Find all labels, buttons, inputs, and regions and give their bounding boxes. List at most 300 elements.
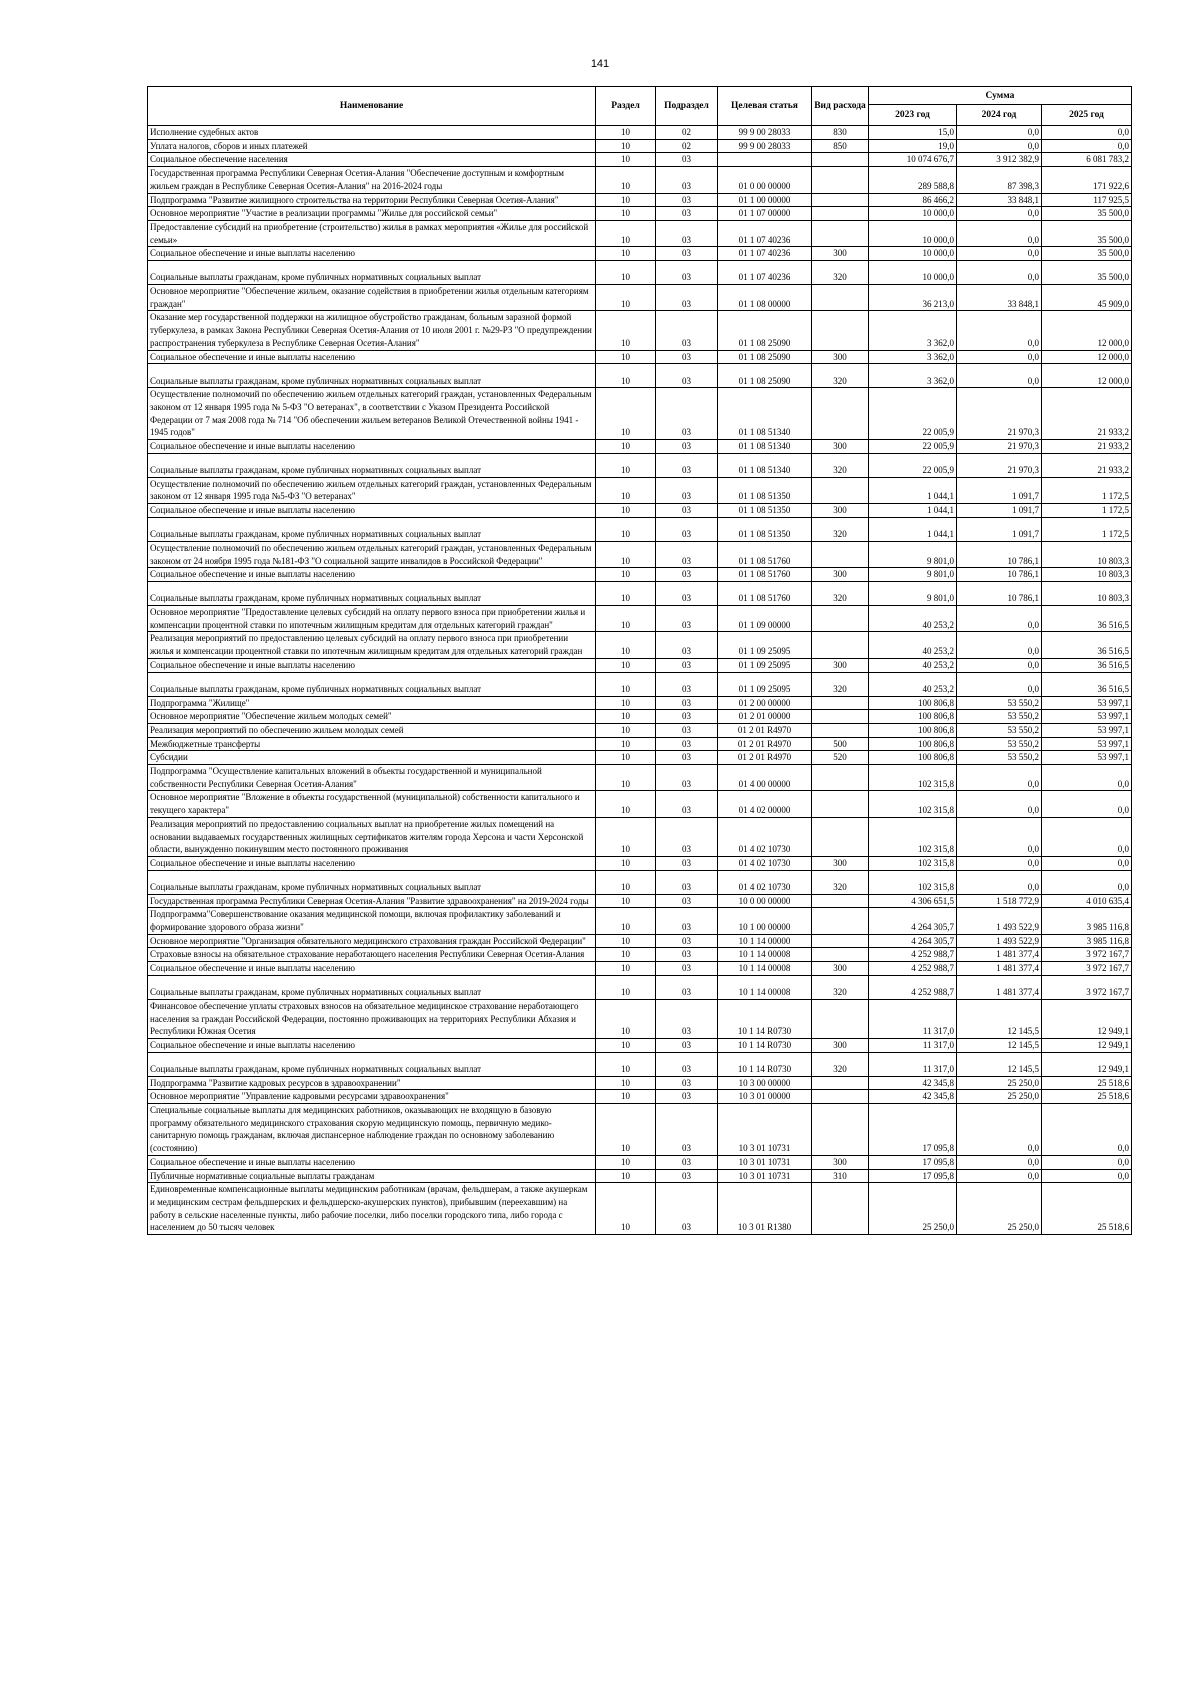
cell-section: 10 — [596, 1038, 656, 1052]
cell-subsection: 03 — [656, 658, 718, 672]
cell-section: 10 — [596, 285, 656, 311]
cell-sum-2024: 25 250,0 — [957, 1076, 1042, 1090]
cell-sum-2024: 12 145,5 — [957, 1038, 1042, 1052]
cell-sum-2023: 42 345,8 — [869, 1076, 957, 1090]
cell-section: 10 — [596, 247, 656, 261]
cell-target-article: 01 4 02 10730 — [718, 856, 812, 870]
cell-sum-2025: 117 925,5 — [1042, 193, 1132, 207]
cell-sum-2024: 0,0 — [957, 791, 1042, 817]
cell-sum-2024: 10 786,1 — [957, 581, 1042, 605]
cell-sum-2024: 0,0 — [957, 1155, 1042, 1169]
cell-sum-2023: 17 095,8 — [869, 1155, 957, 1169]
cell-sum-2025: 3 985 116,8 — [1042, 934, 1132, 948]
cell-sum-2025: 0,0 — [1042, 870, 1132, 894]
cell-expense-type — [812, 908, 869, 934]
cell-sum-2023: 3 362,0 — [869, 350, 957, 364]
cell-sum-2025: 12 000,0 — [1042, 311, 1132, 350]
cell-sum-2024: 0,0 — [957, 364, 1042, 388]
table-row — [148, 870, 1132, 894]
cell-expense-type — [812, 1183, 869, 1235]
table-row — [148, 1052, 1132, 1076]
cell-subsection: 03 — [656, 948, 718, 962]
cell-sum-2025: 21 933,2 — [1042, 388, 1132, 440]
table-row — [148, 710, 1132, 724]
table-row — [148, 139, 1132, 153]
cell-name: Основное мероприятие "Обеспечение жильем молодых семей" — [148, 710, 596, 724]
cell-expense-type: 300 — [812, 440, 869, 454]
cell-sum-2025: 45 909,0 — [1042, 285, 1132, 311]
table-row — [148, 605, 1132, 631]
table-row — [148, 817, 1132, 856]
cell-sum-2025: 4 010 635,4 — [1042, 894, 1132, 908]
cell-expense-type — [812, 948, 869, 962]
cell-sum-2024: 0,0 — [957, 817, 1042, 856]
cell-expense-type: 300 — [812, 568, 869, 582]
cell-target-article: 10 3 01 00000 — [718, 1090, 812, 1104]
cell-sum-2023: 11 317,0 — [869, 1038, 957, 1052]
table-row — [148, 894, 1132, 908]
cell-name: Межбюджетные трансферты — [148, 737, 596, 751]
table-row — [148, 999, 1132, 1038]
cell-target-article: 01 4 00 00000 — [718, 765, 812, 791]
cell-expense-type — [812, 153, 869, 167]
cell-target-article: 01 4 02 00000 — [718, 791, 812, 817]
cell-target-article: 01 1 09 25095 — [718, 672, 812, 696]
cell-subsection: 03 — [656, 541, 718, 567]
cell-sum-2023: 17 095,8 — [869, 1104, 957, 1156]
cell-sum-2025: 3 985 116,8 — [1042, 908, 1132, 934]
cell-target-article: 10 1 14 R0730 — [718, 999, 812, 1038]
cell-subsection: 03 — [656, 999, 718, 1038]
cell-sum-2023: 36 213,0 — [869, 285, 957, 311]
table-row — [148, 791, 1132, 817]
cell-subsection: 03 — [656, 311, 718, 350]
cell-sum-2025: 53 997,1 — [1042, 710, 1132, 724]
cell-sum-2024: 53 550,2 — [957, 751, 1042, 765]
cell-subsection: 03 — [656, 364, 718, 388]
cell-sum-2025: 1 172,5 — [1042, 504, 1132, 518]
cell-sum-2025: 25 518,6 — [1042, 1183, 1132, 1235]
table-row — [148, 517, 1132, 541]
cell-expense-type: 300 — [812, 1038, 869, 1052]
cell-name: Социальные выплаты гражданам, кроме публичных нормативных социальных выплат — [148, 581, 596, 605]
cell-sum-2023: 22 005,9 — [869, 388, 957, 440]
cell-target-article: 99 9 00 28033 — [718, 126, 812, 140]
table-row — [148, 948, 1132, 962]
cell-sum-2024: 0,0 — [957, 139, 1042, 153]
cell-subsection: 03 — [656, 1076, 718, 1090]
cell-expense-type — [812, 1104, 869, 1156]
cell-section: 10 — [596, 737, 656, 751]
cell-subsection: 03 — [656, 581, 718, 605]
table-row — [148, 1038, 1132, 1052]
cell-subsection: 03 — [656, 220, 718, 246]
cell-target-article: 01 1 08 25090 — [718, 311, 812, 350]
cell-sum-2023: 9 801,0 — [869, 581, 957, 605]
cell-expense-type — [812, 696, 869, 710]
header-name: Наименование — [148, 87, 596, 126]
cell-sum-2024: 0,0 — [957, 350, 1042, 364]
cell-expense-type: 850 — [812, 139, 869, 153]
cell-subsection: 03 — [656, 1090, 718, 1104]
cell-sum-2024: 21 970,3 — [957, 440, 1042, 454]
cell-section: 10 — [596, 350, 656, 364]
cell-name: Основное мероприятие "Управление кадровыми ресурсами здравоохранения" — [148, 1090, 596, 1104]
cell-name: Социальные выплаты гражданам, кроме публичных нормативных социальных выплат — [148, 672, 596, 696]
cell-subsection: 03 — [656, 388, 718, 440]
cell-expense-type: 300 — [812, 1155, 869, 1169]
cell-section: 10 — [596, 672, 656, 696]
cell-sum-2024: 0,0 — [957, 605, 1042, 631]
cell-expense-type: 310 — [812, 1169, 869, 1183]
table-row — [148, 126, 1132, 140]
cell-section: 10 — [596, 658, 656, 672]
cell-sum-2025: 25 518,6 — [1042, 1076, 1132, 1090]
cell-section: 10 — [596, 1104, 656, 1156]
table-row — [148, 1090, 1132, 1104]
cell-name: Социальные выплаты гражданам, кроме публичных нормативных социальных выплат — [148, 517, 596, 541]
cell-name: Социальное обеспечение и иные выплаты населению — [148, 504, 596, 518]
cell-subsection: 03 — [656, 751, 718, 765]
cell-sum-2024: 0,0 — [957, 658, 1042, 672]
cell-sum-2025: 25 518,6 — [1042, 1090, 1132, 1104]
cell-section: 10 — [596, 710, 656, 724]
header-expense-type: Вид расхода — [812, 87, 869, 126]
cell-sum-2024: 0,0 — [957, 1104, 1042, 1156]
cell-target-article: 01 1 08 51340 — [718, 440, 812, 454]
cell-subsection: 03 — [656, 817, 718, 856]
cell-sum-2023: 1 044,1 — [869, 517, 957, 541]
cell-sum-2025: 12 000,0 — [1042, 350, 1132, 364]
cell-target-article: 01 2 01 R4970 — [718, 737, 812, 751]
cell-sum-2024: 12 145,5 — [957, 999, 1042, 1038]
cell-target-article: 01 1 08 51350 — [718, 517, 812, 541]
cell-sum-2024: 0,0 — [957, 261, 1042, 285]
cell-target-article: 10 1 14 00008 — [718, 962, 812, 976]
cell-target-article: 10 1 14 00008 — [718, 975, 812, 999]
cell-expense-type: 320 — [812, 581, 869, 605]
cell-sum-2023: 10 000,0 — [869, 247, 957, 261]
cell-sum-2025: 3 972 167,7 — [1042, 962, 1132, 976]
cell-name: Страховые взносы на обязательное страхование неработающего населения Республики Северная Осетия-Алания — [148, 948, 596, 962]
cell-sum-2024: 87 398,3 — [957, 167, 1042, 193]
table-row — [148, 1104, 1132, 1156]
cell-section: 10 — [596, 220, 656, 246]
header-target-article: Целевая статья — [718, 87, 812, 126]
cell-section: 10 — [596, 856, 656, 870]
cell-sum-2025: 12 000,0 — [1042, 364, 1132, 388]
cell-sum-2024: 21 970,3 — [957, 388, 1042, 440]
cell-sum-2023: 10 000,0 — [869, 261, 957, 285]
table-row — [148, 934, 1132, 948]
cell-sum-2023: 22 005,9 — [869, 440, 957, 454]
cell-name: Уплата налогов, сборов и иных платежей — [148, 139, 596, 153]
cell-target-article: 10 3 01 10731 — [718, 1104, 812, 1156]
cell-target-article: 10 3 01 10731 — [718, 1169, 812, 1183]
cell-target-article: 01 1 09 00000 — [718, 605, 812, 631]
cell-section: 10 — [596, 999, 656, 1038]
cell-target-article: 01 1 07 40236 — [718, 220, 812, 246]
cell-target-article: 01 1 08 51760 — [718, 568, 812, 582]
cell-sum-2024: 0,0 — [957, 220, 1042, 246]
cell-expense-type — [812, 817, 869, 856]
cell-sum-2025: 0,0 — [1042, 1104, 1132, 1156]
cell-target-article: 10 1 14 00000 — [718, 934, 812, 948]
cell-target-article: 10 1 14 R0730 — [718, 1052, 812, 1076]
table-row — [148, 1169, 1132, 1183]
table-row — [148, 737, 1132, 751]
cell-sum-2023: 100 806,8 — [869, 723, 957, 737]
table-row — [148, 388, 1132, 440]
cell-sum-2025: 0,0 — [1042, 817, 1132, 856]
cell-sum-2023: 40 253,2 — [869, 658, 957, 672]
table-row — [148, 632, 1132, 658]
cell-section: 10 — [596, 364, 656, 388]
cell-sum-2023: 10 074 676,7 — [869, 153, 957, 167]
table-row — [148, 672, 1132, 696]
cell-name: Финансовое обеспечение уплаты страховых взносов на обязательное медицинское страхование неработающего населения за граждан Российской Федерации, постоянно проживающих на территориях Республики Абхазия и Республики Южная Осетия — [148, 999, 596, 1038]
cell-sum-2024: 0,0 — [957, 126, 1042, 140]
table-row — [148, 477, 1132, 503]
cell-sum-2024: 21 970,3 — [957, 453, 1042, 477]
cell-target-article: 01 4 02 10730 — [718, 870, 812, 894]
cell-target-article: 01 1 08 51760 — [718, 581, 812, 605]
cell-sum-2025: 35 500,0 — [1042, 207, 1132, 221]
cell-name: Социальное обеспечение и иные выплаты населению — [148, 856, 596, 870]
cell-sum-2023: 100 806,8 — [869, 737, 957, 751]
cell-section: 10 — [596, 1090, 656, 1104]
cell-subsection: 03 — [656, 894, 718, 908]
cell-sum-2024: 33 848,1 — [957, 285, 1042, 311]
table-row — [148, 207, 1132, 221]
cell-target-article: 10 0 00 00000 — [718, 894, 812, 908]
cell-name: Социальные выплаты гражданам, кроме публичных нормативных социальных выплат — [148, 1052, 596, 1076]
table-row — [148, 193, 1132, 207]
header-subsection: Подраздел — [656, 87, 718, 126]
cell-target-article: 01 1 07 40236 — [718, 261, 812, 285]
cell-subsection: 03 — [656, 1169, 718, 1183]
cell-sum-2024: 53 550,2 — [957, 710, 1042, 724]
cell-name: Социальное обеспечение и иные выплаты населению — [148, 247, 596, 261]
cell-sum-2025: 1 172,5 — [1042, 517, 1132, 541]
cell-section: 10 — [596, 541, 656, 567]
cell-subsection: 03 — [656, 765, 718, 791]
cell-expense-type — [812, 632, 869, 658]
cell-sum-2025: 10 803,3 — [1042, 541, 1132, 567]
cell-sum-2024: 0,0 — [957, 1169, 1042, 1183]
cell-subsection: 03 — [656, 207, 718, 221]
cell-sum-2023: 1 044,1 — [869, 477, 957, 503]
cell-sum-2024: 1 091,7 — [957, 504, 1042, 518]
table-row — [148, 350, 1132, 364]
cell-name: Основное мероприятие "Обеспечение жильем, оказание содействия в приобретении жилья отдельным категориям граждан" — [148, 285, 596, 311]
cell-sum-2024: 0,0 — [957, 207, 1042, 221]
cell-sum-2023: 3 362,0 — [869, 364, 957, 388]
cell-sum-2024: 0,0 — [957, 311, 1042, 350]
cell-name: Публичные нормативные социальные выплаты гражданам — [148, 1169, 596, 1183]
cell-name: Социальные выплаты гражданам, кроме публичных нормативных социальных выплат — [148, 975, 596, 999]
cell-section: 10 — [596, 1076, 656, 1090]
cell-subsection: 03 — [656, 934, 718, 948]
cell-sum-2023: 42 345,8 — [869, 1090, 957, 1104]
table-row — [148, 975, 1132, 999]
cell-subsection: 03 — [656, 791, 718, 817]
cell-name: Оказание мер государственной поддержки на жилищное обустройство гражданам, больным заразной формой туберкулеза, в рамках Закона Республики Северная Осетия-Алания от 10 июля 2001 г. №29-РЗ "О предупреждении распространения туберкулеза в Республике Северная Осетия-Алания" — [148, 311, 596, 350]
table-row — [148, 364, 1132, 388]
cell-section: 10 — [596, 568, 656, 582]
cell-sum-2023: 4 264 305,7 — [869, 934, 957, 948]
cell-subsection: 03 — [656, 737, 718, 751]
cell-section: 10 — [596, 1155, 656, 1169]
cell-subsection: 03 — [656, 1038, 718, 1052]
cell-name: Осуществление полномочий по обеспечению жильем отдельных категорий граждан, установленных Федеральным законом от 12 января 1995 года №5-ФЗ "О ветеранах" — [148, 477, 596, 503]
table-row — [148, 568, 1132, 582]
cell-sum-2023: 40 253,2 — [869, 632, 957, 658]
cell-target-article: 10 1 14 R0730 — [718, 1038, 812, 1052]
cell-subsection: 03 — [656, 153, 718, 167]
table-row — [148, 453, 1132, 477]
cell-section: 10 — [596, 311, 656, 350]
cell-name: Подпрограмма"Совершенствование оказания медицинской помощи, включая профилактику заболеваний и формирование здорового образа жизни" — [148, 908, 596, 934]
cell-name: Социальное обеспечение и иные выплаты населению — [148, 350, 596, 364]
cell-target-article: 01 1 08 51760 — [718, 541, 812, 567]
cell-sum-2025: 3 972 167,7 — [1042, 948, 1132, 962]
cell-section: 10 — [596, 139, 656, 153]
cell-sum-2024: 1 091,7 — [957, 477, 1042, 503]
cell-target-article: 01 1 09 25095 — [718, 658, 812, 672]
cell-sum-2023: 22 005,9 — [869, 453, 957, 477]
table-row — [148, 1183, 1132, 1235]
cell-target-article: 01 1 08 51350 — [718, 504, 812, 518]
cell-sum-2024: 12 145,5 — [957, 1052, 1042, 1076]
cell-sum-2023: 86 466,2 — [869, 193, 957, 207]
cell-subsection: 03 — [656, 350, 718, 364]
cell-sum-2023: 4 306 651,5 — [869, 894, 957, 908]
cell-sum-2025: 0,0 — [1042, 856, 1132, 870]
cell-subsection: 03 — [656, 856, 718, 870]
cell-sum-2023: 100 806,8 — [869, 710, 957, 724]
cell-sum-2024: 0,0 — [957, 856, 1042, 870]
cell-section: 10 — [596, 751, 656, 765]
cell-name: Социальные выплаты гражданам, кроме публичных нормативных социальных выплат — [148, 870, 596, 894]
cell-sum-2025: 36 516,5 — [1042, 672, 1132, 696]
cell-target-article: 01 4 02 10730 — [718, 817, 812, 856]
cell-subsection: 03 — [656, 167, 718, 193]
cell-subsection: 03 — [656, 440, 718, 454]
cell-target-article: 10 3 01 10731 — [718, 1155, 812, 1169]
cell-subsection: 03 — [656, 1104, 718, 1156]
cell-sum-2023: 9 801,0 — [869, 568, 957, 582]
cell-expense-type — [812, 723, 869, 737]
cell-sum-2024: 10 786,1 — [957, 568, 1042, 582]
cell-subsection: 03 — [656, 672, 718, 696]
cell-name: Основное мероприятие "Участие в реализации программы "Жилье для российской семьи" — [148, 207, 596, 221]
cell-name: Подпрограмма "Осуществление капитальных вложений в объекты государственной и муниципальной собственности Республики Северная Осетия-Алания" — [148, 765, 596, 791]
cell-name: Субсидии — [148, 751, 596, 765]
cell-section: 10 — [596, 504, 656, 518]
cell-name: Государственная программа Республики Северная Осетия-Алания "Развитие здравоохранения" на 2019-2024 годы — [148, 894, 596, 908]
cell-sum-2023: 10 000,0 — [869, 220, 957, 246]
cell-target-article: 01 1 08 25090 — [718, 350, 812, 364]
cell-subsection: 03 — [656, 962, 718, 976]
cell-target-article: 01 1 09 25095 — [718, 632, 812, 658]
cell-expense-type: 300 — [812, 962, 869, 976]
cell-sum-2025: 0,0 — [1042, 139, 1132, 153]
cell-sum-2024: 1 481 377,4 — [957, 962, 1042, 976]
cell-section: 10 — [596, 1183, 656, 1235]
cell-name: Государственная программа Республики Северная Осетия-Алания "Обеспечение доступным и комфортным жильем граждан в Республике Северная Осетия-Алания" на 2016-2024 годы — [148, 167, 596, 193]
cell-section: 10 — [596, 153, 656, 167]
cell-expense-type — [812, 388, 869, 440]
table-row — [148, 908, 1132, 934]
cell-sum-2025: 35 500,0 — [1042, 247, 1132, 261]
cell-sum-2025: 10 803,3 — [1042, 568, 1132, 582]
cell-subsection: 03 — [656, 453, 718, 477]
cell-expense-type — [812, 765, 869, 791]
cell-section: 10 — [596, 440, 656, 454]
cell-expense-type: 320 — [812, 453, 869, 477]
cell-section: 10 — [596, 126, 656, 140]
table-row — [148, 696, 1132, 710]
cell-subsection: 03 — [656, 696, 718, 710]
cell-target-article: 01 2 01 R4970 — [718, 723, 812, 737]
cell-sum-2024: 25 250,0 — [957, 1183, 1042, 1235]
cell-sum-2024: 10 786,1 — [957, 541, 1042, 567]
cell-sum-2023: 10 000,0 — [869, 207, 957, 221]
cell-expense-type — [812, 999, 869, 1038]
cell-sum-2024: 0,0 — [957, 765, 1042, 791]
cell-sum-2023: 4 252 988,7 — [869, 962, 957, 976]
cell-target-article: 01 0 00 00000 — [718, 167, 812, 193]
cell-sum-2025: 171 922,6 — [1042, 167, 1132, 193]
cell-name: Подпрограмма "Развитие жилищного строительства на территории Республики Северная Осетия-Алания" — [148, 193, 596, 207]
cell-sum-2023: 15,0 — [869, 126, 957, 140]
cell-sum-2025: 35 500,0 — [1042, 220, 1132, 246]
cell-section: 10 — [596, 1169, 656, 1183]
cell-section: 10 — [596, 948, 656, 962]
cell-name: Подпрограмма "Развитие кадровых ресурсов в здравоохранении" — [148, 1076, 596, 1090]
cell-section: 10 — [596, 477, 656, 503]
cell-expense-type — [812, 285, 869, 311]
table-row — [148, 247, 1132, 261]
cell-expense-type: 300 — [812, 504, 869, 518]
cell-name: Социальные выплаты гражданам, кроме публичных нормативных социальных выплат — [148, 453, 596, 477]
cell-sum-2025: 6 081 783,2 — [1042, 153, 1132, 167]
cell-section: 10 — [596, 817, 656, 856]
cell-sum-2024: 1 493 522,9 — [957, 908, 1042, 934]
cell-section: 10 — [596, 908, 656, 934]
cell-target-article — [718, 153, 812, 167]
table-row — [148, 765, 1132, 791]
cell-expense-type: 300 — [812, 856, 869, 870]
cell-target-article: 10 3 00 00000 — [718, 1076, 812, 1090]
cell-subsection: 03 — [656, 710, 718, 724]
cell-sum-2025: 12 949,1 — [1042, 999, 1132, 1038]
cell-section: 10 — [596, 723, 656, 737]
cell-sum-2023: 25 250,0 — [869, 1183, 957, 1235]
cell-subsection: 03 — [656, 1052, 718, 1076]
cell-expense-type — [812, 791, 869, 817]
table-row — [148, 261, 1132, 285]
table-row — [148, 1155, 1132, 1169]
cell-expense-type — [812, 193, 869, 207]
cell-name: Единовременные компенсационные выплаты медицинским работникам (врачам, фельдшерам, а также акушеркам и медицинским сестрам фельдшерских и фельдшерско-акушерских пунктов), прибывшим (переехавшим) на работу в сельские населенные пункты, либо рабочие поселки, либо поселки городского типа, либо города с населением до 50 тысяч человек — [148, 1183, 596, 1235]
cell-sum-2025: 0,0 — [1042, 765, 1132, 791]
cell-sum-2025: 10 803,3 — [1042, 581, 1132, 605]
cell-section: 10 — [596, 207, 656, 221]
cell-subsection: 03 — [656, 1155, 718, 1169]
cell-subsection: 02 — [656, 139, 718, 153]
